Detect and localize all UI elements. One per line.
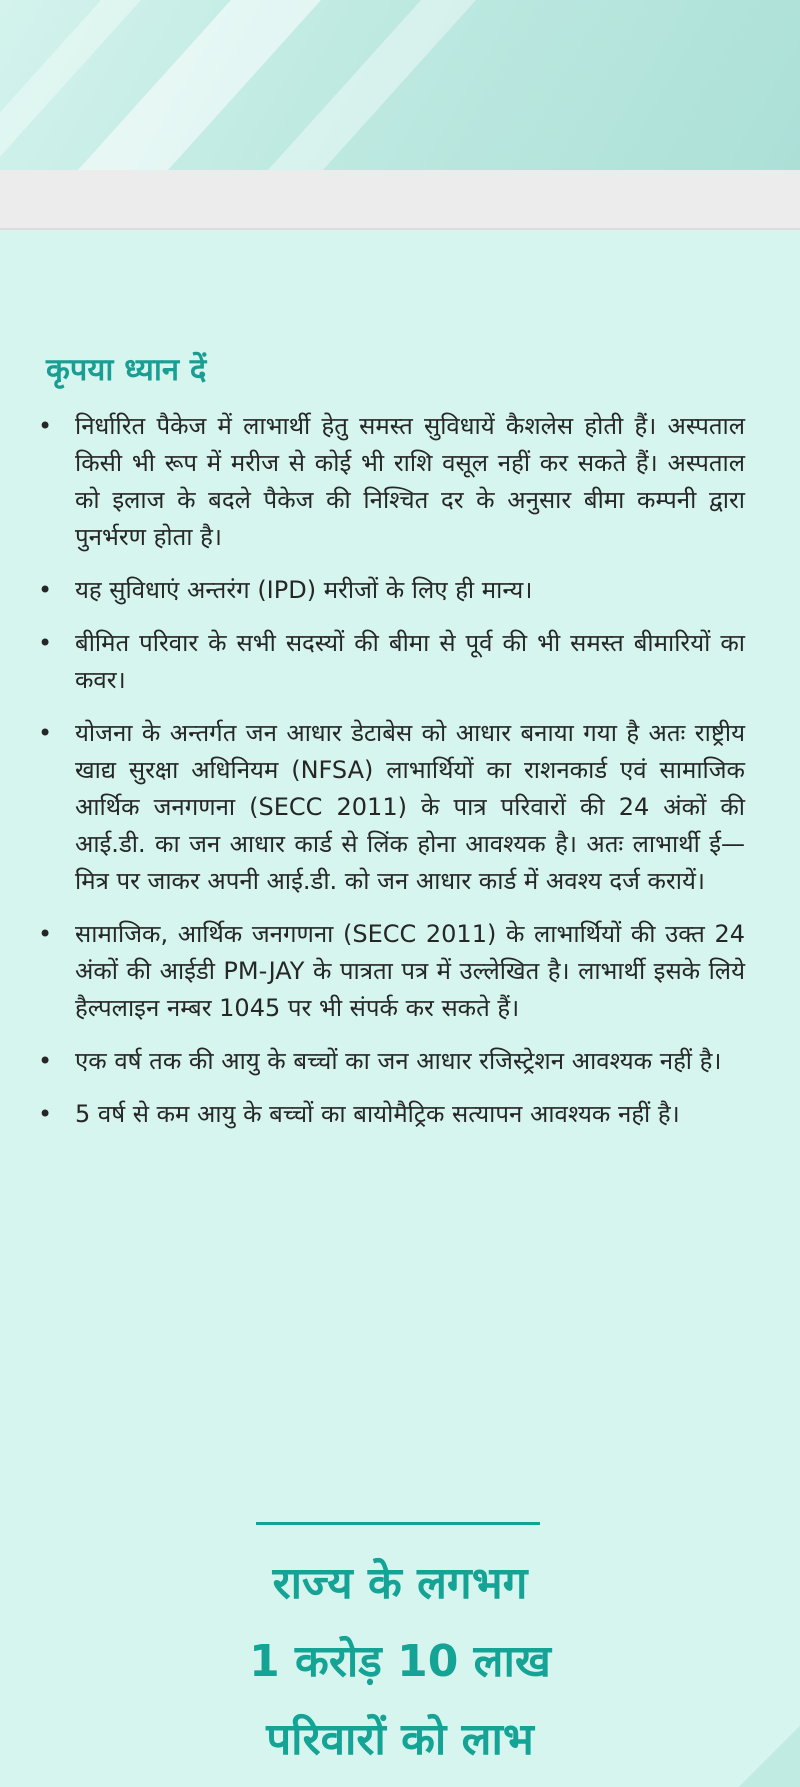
list-item — [35, 408, 745, 556]
benefit-line-2: 1 करोड़ 10 लाख — [249, 1636, 551, 1687]
list-item — [35, 1096, 745, 1133]
bullet-icon: • — [38, 412, 53, 440]
main-content[interactable] — [0, 230, 800, 1777]
corner-decoration — [730, 1707, 800, 1787]
footer-divider — [256, 1522, 540, 1525]
list-item-text: यह सुविधाएं अन्तरंग (IPD) मरीजों के लिए ही मान्य। — [75, 576, 533, 604]
benefit-line-3: परिवारों को लाभ — [266, 1714, 534, 1765]
list-item — [35, 625, 745, 699]
list-item — [35, 916, 745, 1027]
bullet-icon: • — [38, 719, 53, 747]
list-item — [35, 572, 745, 609]
list-item-text: 5 वर्ष से कम आयु के बच्चों का बायोमैट्रिक सत्यापन आवश्यक नहीं है। — [75, 1100, 680, 1128]
bullet-icon: • — [38, 629, 53, 657]
list-item-text: योजना के अन्तर्गत जन आधार डेटाबेस को आधार बनाया गया है अतः राष्ट्रीय खाद्य सुरक्षा अधिनियम (NFSA) लाभार्थियों का राशनकार्ड एवं सामाजिक आर्थिक जनगणना (SECC 2011) के पात्र परिवारों की 24 अंकों की आई.डी. का जन आधार कार्ड से लिंक होना आवश्यक है। अतः लाभार्थी ई—मित्र पर जाकर अपनी आई.डी. को जन आधार कार्ड में अवश्य दर्ज करायें। — [75, 719, 745, 895]
list-item-text: एक वर्ष तक की आयु के बच्चों का जन आधार रजिस्ट्रेशन आवश्यक नहीं है। — [75, 1047, 722, 1075]
list-item-text: निर्धारित पैकेज में लाभार्थी हेतु समस्त सुविधायें कैशलेस होती हैं। अस्पताल किसी भी रूप में मरीज से कोई भी राशि वसूल नहीं कर सकते हैं। अस्पताल को इलाज के बदले पैकेज की निश्चित दर के अनुसार बीमा कम्पनी द्वारा पुनर्भरण होता है। — [75, 412, 745, 551]
benefit-line-1: राज्य के लगभग — [272, 1558, 528, 1609]
notes-list — [35, 408, 745, 1149]
section-divider-band — [0, 170, 800, 230]
bullet-icon: • — [38, 1100, 53, 1128]
list-item-text: बीमित परिवार के सभी सदस्यों की बीमा से पूर्व की भी समस्त बीमारियों का कवर। — [75, 629, 745, 694]
bullet-icon: • — [38, 576, 53, 604]
note-heading: कृपया ध्यान दें — [46, 352, 207, 388]
bullet-icon: • — [38, 920, 53, 948]
bullet-icon: • — [38, 1047, 53, 1075]
header-banner — [0, 0, 800, 170]
list-item — [35, 715, 745, 900]
list-item-text: सामाजिक, आर्थिक जनगणना (SECC 2011) के लाभार्थियों की उक्त 24 अंकों की आईडी PM-JAY के पात्रता पत्र में उल्लेखित है। लाभार्थी इसके लिये हैल्पलाइन नम्बर 1045 पर भी संपर्क कर सकते हैं। — [75, 920, 745, 1022]
list-item — [35, 1043, 745, 1080]
benefit-banner — [0, 1545, 800, 1779]
